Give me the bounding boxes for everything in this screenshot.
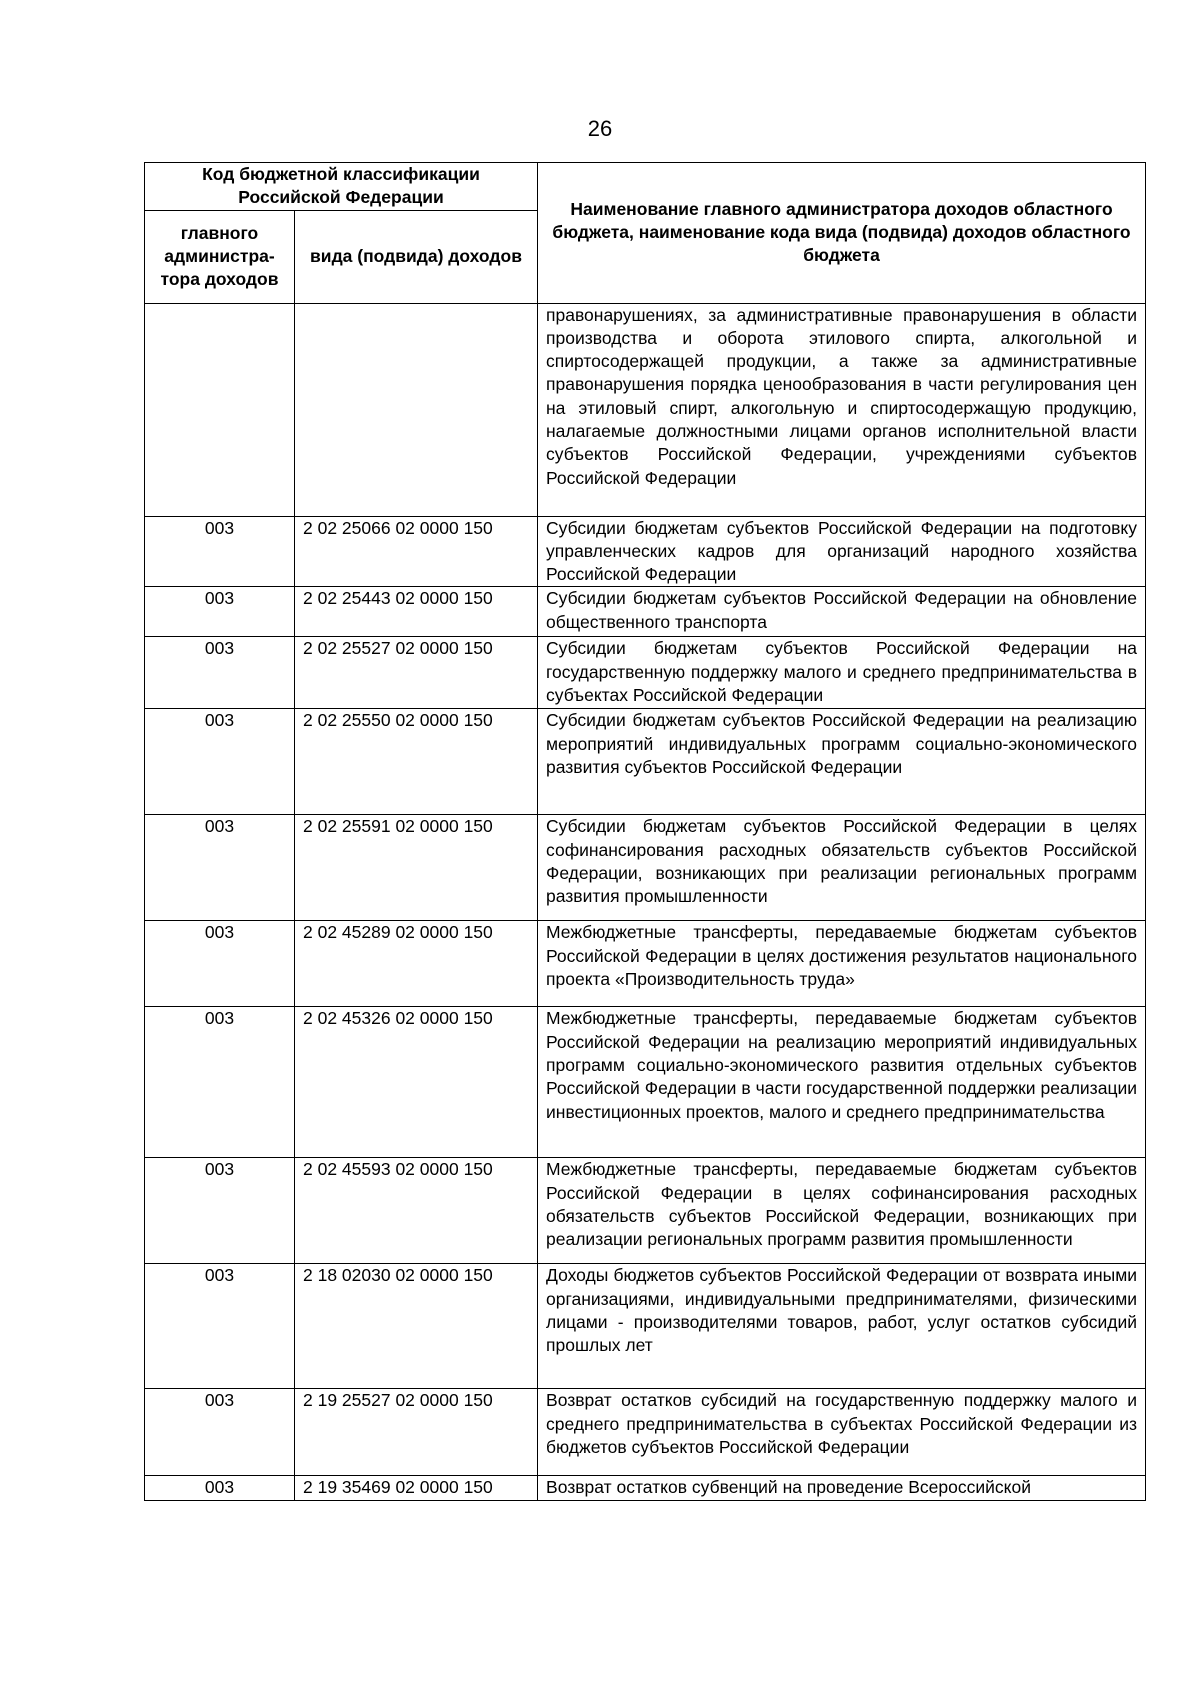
admin-code-cell: 003 <box>145 1007 295 1158</box>
admin-code-cell: 003 <box>145 921 295 1007</box>
budget-classification-table <box>144 162 1146 1501</box>
table-row <box>145 1476 1146 1500</box>
admin-code-cell: 003 <box>145 1389 295 1476</box>
admin-code-cell: 003 <box>145 637 295 709</box>
income-description-cell: Межбюджетные трансферты, передаваемые бюджетам субъектов Российской Федерации в целях достижения результатов национального проекта «Производительность труда» <box>538 921 1146 1007</box>
income-description-cell: Межбюджетные трансферты, передаваемые бюджетам субъектов Российской Федерации на реализацию мероприятий индивидуальных программ социально-экономического развития отдельных субъектов Российской Федерации в части государственной поддержки реализации инвестиционных проектов, малого и среднего предпринимательства <box>538 1007 1146 1158</box>
admin-code-cell: 003 <box>145 516 295 587</box>
table-row <box>145 709 1146 815</box>
header-name: Наименование главного администратора доходов областного бюджета, наименование кода вида (подвида) доходов областного бюджета <box>538 163 1146 304</box>
table-row <box>145 815 1146 921</box>
admin-code-cell: 003 <box>145 815 295 921</box>
table-row <box>145 587 1146 637</box>
header-kind: вида (подвида) доходов <box>295 210 538 303</box>
admin-code-cell <box>145 303 295 516</box>
header-code-group: Код бюджетной классификации Российской Федерации <box>145 163 538 211</box>
income-code-cell: 2 02 45593 02 0000 150 <box>295 1158 538 1264</box>
admin-code-cell: 003 <box>145 1476 295 1500</box>
table-row <box>145 1264 1146 1389</box>
income-description-cell: Возврат остатков субвенций на проведение Всероссийской <box>538 1476 1146 1500</box>
income-description-cell: Субсидии бюджетам субъектов Российской Федерации на государственную поддержку малого и среднего предпринимательства в субъектах Российской Федерации <box>538 637 1146 709</box>
income-code-cell: 2 19 25527 02 0000 150 <box>295 1389 538 1476</box>
income-description-cell: Субсидии бюджетам субъектов Российской Федерации на подготовку управленческих кадров для организаций народного хозяйства Российской Федерации <box>538 516 1146 587</box>
income-description-cell: Субсидии бюджетам субъектов Российской Федерации в целях софинансирования расходных обязательств субъектов Российской Федерации, возникающих при реализации региональных программ развития промышленности <box>538 815 1146 921</box>
income-code-cell: 2 02 45289 02 0000 150 <box>295 921 538 1007</box>
table-row <box>145 637 1146 709</box>
income-code-cell: 2 19 35469 02 0000 150 <box>295 1476 538 1500</box>
admin-code-cell: 003 <box>145 1264 295 1389</box>
table-body <box>145 303 1146 1500</box>
admin-code-cell: 003 <box>145 709 295 815</box>
income-code-cell: 2 02 25443 02 0000 150 <box>295 587 538 637</box>
table-row <box>145 1007 1146 1158</box>
table-header <box>145 163 1146 304</box>
income-code-cell <box>295 303 538 516</box>
table-row <box>145 516 1146 587</box>
income-code-cell: 2 02 25527 02 0000 150 <box>295 637 538 709</box>
table-row <box>145 303 1146 516</box>
income-description-cell: Возврат остатков субсидий на государственную поддержку малого и среднего предпринимательства в субъектах Российской Федерации из бюджетов субъектов Российской Федерации <box>538 1389 1146 1476</box>
income-description-cell: Межбюджетные трансферты, передаваемые бюджетам субъектов Российской Федерации в целях софинансирования расходных обязательств субъектов Российской Федерации, возникающих при реализации региональных программ развития промышленности <box>538 1158 1146 1264</box>
income-description-cell: правонарушениях, за административные правонарушения в области производства и оборота этилового спирта, алкогольной и спиртосодержащей продукции, а также за административные правонарушения порядка ценообразования в части регулирования цен на этиловый спирт, алкогольную и спиртосодержащую продукцию, налагаемые должностными лицами органов исполнительной власти субъектов Российской Федерации, учреждениями субъектов Российской Федерации <box>538 303 1146 516</box>
income-code-cell: 2 02 25550 02 0000 150 <box>295 709 538 815</box>
admin-code-cell: 003 <box>145 587 295 637</box>
table-row <box>145 921 1146 1007</box>
income-code-cell: 2 02 25591 02 0000 150 <box>295 815 538 921</box>
income-description-cell: Доходы бюджетов субъектов Российской Федерации от возврата иными организациями, индивидуальными предпринимателями, физическими лицами - производителями товаров, работ, услуг остатков субсидий прошлых лет <box>538 1264 1146 1389</box>
income-code-cell: 2 02 25066 02 0000 150 <box>295 516 538 587</box>
page-number: 26 <box>587 116 613 141</box>
admin-code-cell: 003 <box>145 1158 295 1264</box>
income-code-cell: 2 02 45326 02 0000 150 <box>295 1007 538 1158</box>
income-description-cell: Субсидии бюджетам субъектов Российской Федерации на обновление общественного транспорта <box>538 587 1146 637</box>
income-description-cell: Субсидии бюджетам субъектов Российской Федерации на реализацию мероприятий индивидуальных программ социально-экономического развития субъектов Российской Федерации <box>538 709 1146 815</box>
table-row <box>145 1389 1146 1476</box>
table-row <box>145 1158 1146 1264</box>
income-code-cell: 2 18 02030 02 0000 150 <box>295 1264 538 1389</box>
header-admin: главного администра-тора доходов <box>145 210 295 303</box>
